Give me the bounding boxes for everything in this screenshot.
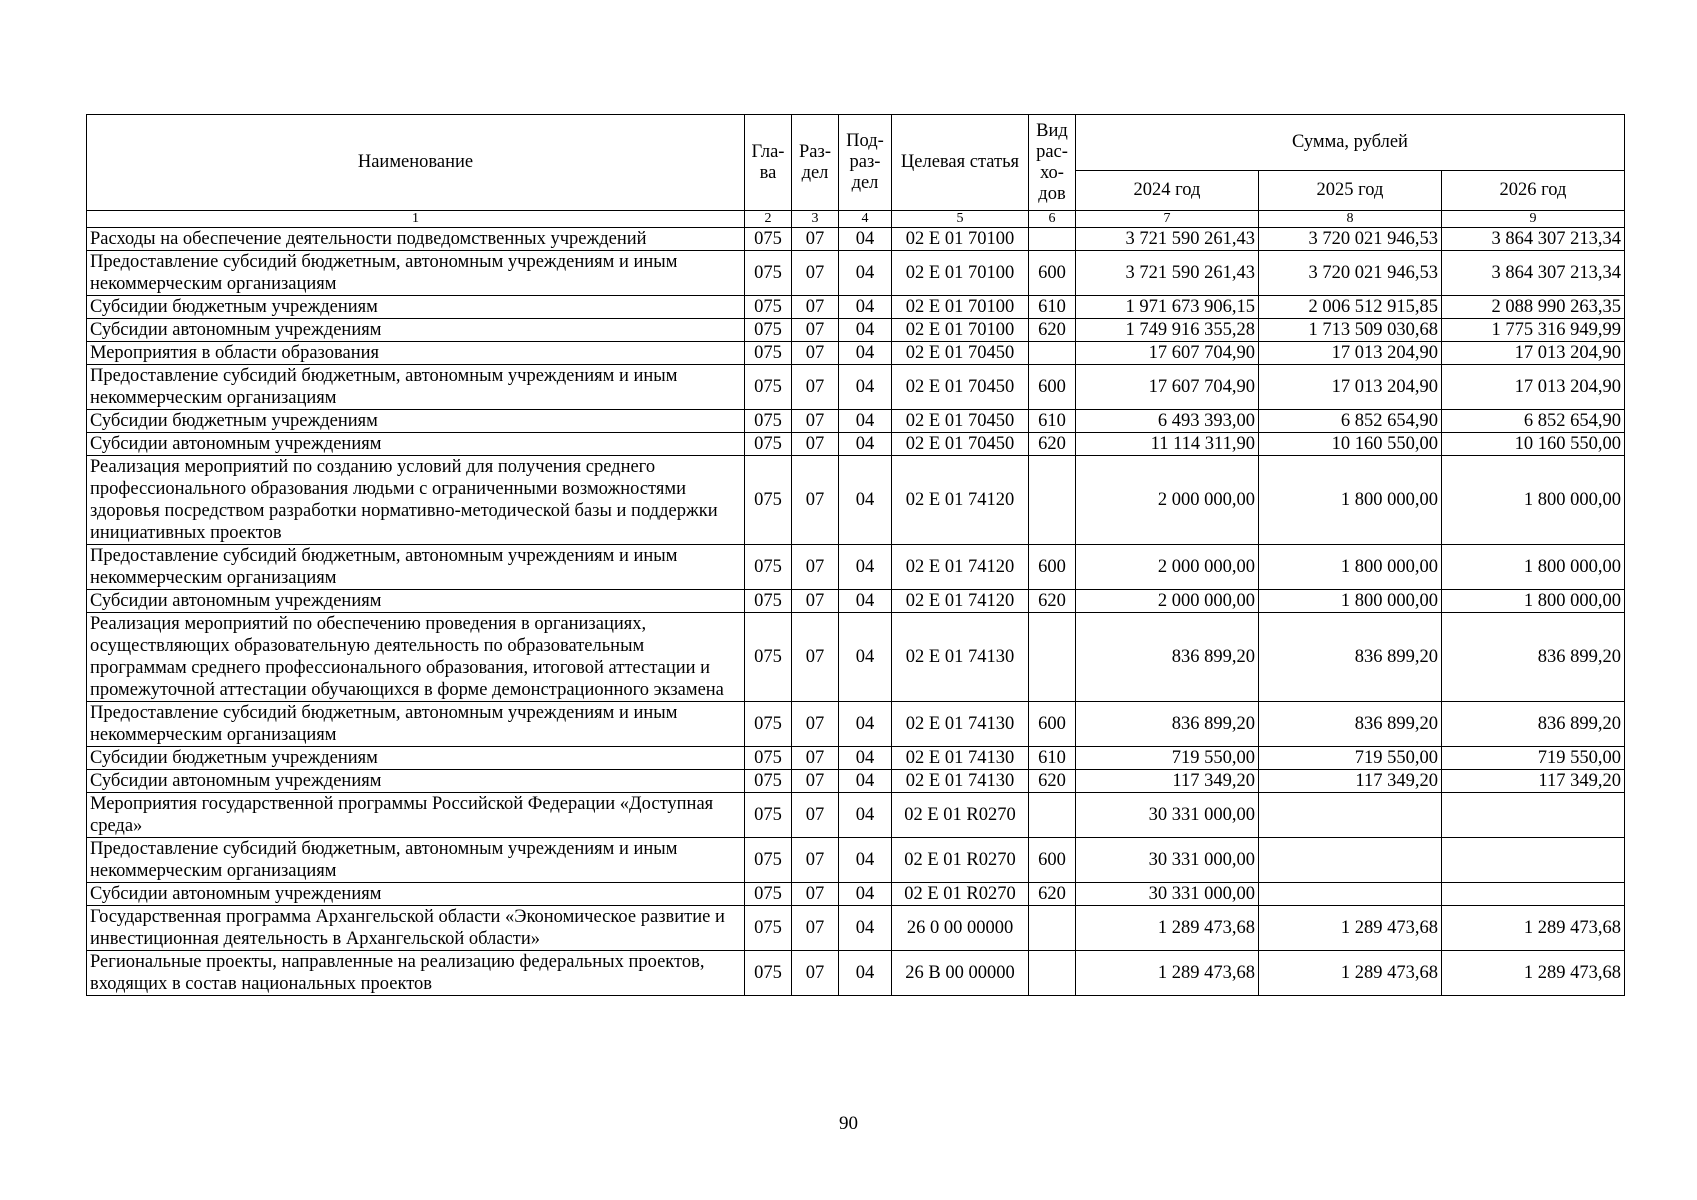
row-target-article: 02 Е 01 R0270 (892, 883, 1029, 906)
column-number: 2 (745, 211, 792, 228)
row-chapter: 075 (745, 456, 792, 545)
row-name: Субсидии автономным учреждениям (87, 319, 745, 342)
row-sum-2026: 1 800 000,00 (1442, 590, 1625, 613)
row-expense-kind: 610 (1029, 296, 1076, 319)
row-sum-2026: 836 899,20 (1442, 702, 1625, 747)
row-expense-kind (1029, 906, 1076, 951)
row-sum-2026: 117 349,20 (1442, 770, 1625, 793)
row-subsection: 04 (839, 456, 892, 545)
row-subsection: 04 (839, 951, 892, 996)
row-target-article: 02 Е 01 74120 (892, 545, 1029, 590)
row-subsection: 04 (839, 770, 892, 793)
table-row (87, 702, 1625, 747)
row-subsection: 04 (839, 906, 892, 951)
table-row (87, 590, 1625, 613)
row-sum-2026: 6 852 654,90 (1442, 410, 1625, 433)
row-sum-2024: 3 721 590 261,43 (1076, 228, 1259, 251)
row-chapter: 075 (745, 747, 792, 770)
table-body (87, 228, 1625, 996)
row-sum-2025 (1259, 838, 1442, 883)
row-sum-2024: 836 899,20 (1076, 702, 1259, 747)
row-sum-2025: 17 013 204,90 (1259, 342, 1442, 365)
row-name: Реализация мероприятий по созданию условий для получения среднего профессионального образования людьми с ограниченными возможностями здоровья посредством разработки нормативно-методической базы и поддержки инициативных проектов (87, 456, 745, 545)
budget-table (86, 114, 1625, 996)
row-chapter: 075 (745, 770, 792, 793)
row-section: 07 (792, 433, 839, 456)
row-sum-2025: 117 349,20 (1259, 770, 1442, 793)
column-number: 5 (892, 211, 1029, 228)
row-subsection: 04 (839, 319, 892, 342)
row-sum-2024: 1 971 673 906,15 (1076, 296, 1259, 319)
row-target-article: 02 Е 01 70100 (892, 296, 1029, 319)
table-row (87, 456, 1625, 545)
row-sum-2025: 3 720 021 946,53 (1259, 228, 1442, 251)
row-section: 07 (792, 838, 839, 883)
row-name: Субсидии бюджетным учреждениям (87, 296, 745, 319)
row-subsection: 04 (839, 545, 892, 590)
row-sum-2026: 2 088 990 263,35 (1442, 296, 1625, 319)
row-sum-2026: 1 800 000,00 (1442, 545, 1625, 590)
row-target-article: 02 Е 01 R0270 (892, 838, 1029, 883)
row-section: 07 (792, 228, 839, 251)
row-subsection: 04 (839, 228, 892, 251)
row-name: Субсидии автономным учреждениям (87, 433, 745, 456)
row-name: Субсидии бюджетным учреждениям (87, 410, 745, 433)
row-sum-2026: 3 864 307 213,34 (1442, 228, 1625, 251)
page-number: 90 (839, 1113, 858, 1134)
row-sum-2024: 30 331 000,00 (1076, 838, 1259, 883)
row-name: Субсидии бюджетным учреждениям (87, 747, 745, 770)
table-row (87, 342, 1625, 365)
row-sum-2025: 1 800 000,00 (1259, 456, 1442, 545)
row-expense-kind: 600 (1029, 702, 1076, 747)
row-chapter: 075 (745, 545, 792, 590)
row-sum-2025: 3 720 021 946,53 (1259, 251, 1442, 296)
row-chapter: 075 (745, 590, 792, 613)
row-target-article: 02 Е 01 74120 (892, 590, 1029, 613)
row-target-article: 02 Е 01 70100 (892, 251, 1029, 296)
row-expense-kind: 600 (1029, 838, 1076, 883)
row-sum-2025: 17 013 204,90 (1259, 365, 1442, 410)
header-year-2026: 2026 год (1442, 171, 1625, 211)
table-row (87, 319, 1625, 342)
row-sum-2026 (1442, 793, 1625, 838)
row-expense-kind: 600 (1029, 251, 1076, 296)
row-section: 07 (792, 770, 839, 793)
row-expense-kind (1029, 613, 1076, 702)
row-sum-2024: 1 749 916 355,28 (1076, 319, 1259, 342)
row-chapter: 075 (745, 613, 792, 702)
row-sum-2024: 17 607 704,90 (1076, 342, 1259, 365)
row-target-article: 02 Е 01 70450 (892, 433, 1029, 456)
row-subsection: 04 (839, 702, 892, 747)
row-subsection: 04 (839, 590, 892, 613)
header-year-2024: 2024 год (1076, 171, 1259, 211)
row-target-article: 26 В 00 00000 (892, 951, 1029, 996)
row-chapter: 075 (745, 702, 792, 747)
row-target-article: 02 Е 01 70100 (892, 319, 1029, 342)
row-name: Реализация мероприятий по обеспечению проведения в организациях, осуществляющих образовательную деятельность по образовательным программам среднего профессионального образования, итоговой аттестации и промежуточной аттестации обучающихся в форме демонстрационного экзамена (87, 613, 745, 702)
row-target-article: 02 Е 01 70450 (892, 365, 1029, 410)
row-sum-2025: 1 713 509 030,68 (1259, 319, 1442, 342)
row-sum-2026 (1442, 838, 1625, 883)
row-sum-2025 (1259, 883, 1442, 906)
row-section: 07 (792, 590, 839, 613)
column-number: 3 (792, 211, 839, 228)
row-section: 07 (792, 319, 839, 342)
row-subsection: 04 (839, 251, 892, 296)
row-expense-kind (1029, 793, 1076, 838)
row-sum-2025: 1 289 473,68 (1259, 951, 1442, 996)
row-expense-kind: 610 (1029, 747, 1076, 770)
row-expense-kind: 620 (1029, 770, 1076, 793)
row-target-article: 02 Е 01 R0270 (892, 793, 1029, 838)
row-section: 07 (792, 342, 839, 365)
row-sum-2025: 1 800 000,00 (1259, 590, 1442, 613)
row-expense-kind (1029, 228, 1076, 251)
row-sum-2024: 17 607 704,90 (1076, 365, 1259, 410)
row-sum-2024: 117 349,20 (1076, 770, 1259, 793)
row-subsection: 04 (839, 342, 892, 365)
row-sum-2026: 1 775 316 949,99 (1442, 319, 1625, 342)
table-row (87, 906, 1625, 951)
row-sum-2024: 30 331 000,00 (1076, 883, 1259, 906)
table-row (87, 251, 1625, 296)
row-target-article: 02 Е 01 74130 (892, 770, 1029, 793)
row-target-article: 02 Е 01 70450 (892, 410, 1029, 433)
table-row (87, 747, 1625, 770)
row-subsection: 04 (839, 747, 892, 770)
row-subsection: 04 (839, 613, 892, 702)
row-section: 07 (792, 296, 839, 319)
row-sum-2025: 1 800 000,00 (1259, 545, 1442, 590)
row-sum-2024: 1 289 473,68 (1076, 951, 1259, 996)
row-sum-2024: 1 289 473,68 (1076, 906, 1259, 951)
row-sum-2026: 17 013 204,90 (1442, 365, 1625, 410)
row-sum-2025: 836 899,20 (1259, 613, 1442, 702)
row-name: Расходы на обеспечение деятельности подведомственных учреждений (87, 228, 745, 251)
row-target-article: 02 Е 01 74130 (892, 702, 1029, 747)
row-subsection: 04 (839, 883, 892, 906)
table-row (87, 545, 1625, 590)
row-sum-2026: 10 160 550,00 (1442, 433, 1625, 456)
row-sum-2024: 11 114 311,90 (1076, 433, 1259, 456)
row-name: Предоставление субсидий бюджетным, автономным учреждениям и иным некоммерческим организациям (87, 545, 745, 590)
row-section: 07 (792, 702, 839, 747)
row-sum-2025: 719 550,00 (1259, 747, 1442, 770)
row-sum-2025 (1259, 793, 1442, 838)
row-subsection: 04 (839, 410, 892, 433)
row-chapter: 075 (745, 838, 792, 883)
row-section: 07 (792, 906, 839, 951)
row-expense-kind: 600 (1029, 545, 1076, 590)
row-sum-2024: 2 000 000,00 (1076, 456, 1259, 545)
table-row (87, 613, 1625, 702)
header-target-article: Целевая статья (892, 115, 1029, 211)
table-row (87, 770, 1625, 793)
row-chapter: 075 (745, 296, 792, 319)
header-sum: Сумма, рублей (1076, 115, 1625, 171)
row-name: Предоставление субсидий бюджетным, автономным учреждениям и иным некоммерческим организациям (87, 702, 745, 747)
row-target-article: 02 Е 01 70450 (892, 342, 1029, 365)
row-sum-2025: 2 006 512 915,85 (1259, 296, 1442, 319)
header-year-2025: 2025 год (1259, 171, 1442, 211)
row-target-article: 02 Е 01 74130 (892, 613, 1029, 702)
row-section: 07 (792, 613, 839, 702)
row-sum-2025: 10 160 550,00 (1259, 433, 1442, 456)
row-chapter: 075 (745, 342, 792, 365)
row-sum-2026: 1 289 473,68 (1442, 906, 1625, 951)
row-expense-kind: 600 (1029, 365, 1076, 410)
header-expense-kind: Вид рас-хо-дов (1029, 115, 1076, 211)
table-row (87, 365, 1625, 410)
row-name: Предоставление субсидий бюджетным, автономным учреждениям и иным некоммерческим организациям (87, 365, 745, 410)
row-subsection: 04 (839, 433, 892, 456)
header-subsection: Под-раз-дел (839, 115, 892, 211)
row-expense-kind: 620 (1029, 883, 1076, 906)
row-sum-2024: 2 000 000,00 (1076, 545, 1259, 590)
column-number: 9 (1442, 211, 1625, 228)
column-number: 1 (87, 211, 745, 228)
row-sum-2025: 6 852 654,90 (1259, 410, 1442, 433)
row-subsection: 04 (839, 296, 892, 319)
row-sum-2026 (1442, 883, 1625, 906)
row-chapter: 075 (745, 251, 792, 296)
row-sum-2024: 719 550,00 (1076, 747, 1259, 770)
row-target-article: 02 Е 01 74120 (892, 456, 1029, 545)
row-expense-kind: 620 (1029, 433, 1076, 456)
row-subsection: 04 (839, 838, 892, 883)
row-sum-2026: 1 800 000,00 (1442, 456, 1625, 545)
row-sum-2024: 2 000 000,00 (1076, 590, 1259, 613)
table-header (87, 115, 1625, 228)
row-sum-2024: 30 331 000,00 (1076, 793, 1259, 838)
table-row (87, 883, 1625, 906)
row-section: 07 (792, 883, 839, 906)
table-row (87, 951, 1625, 996)
row-sum-2026: 1 289 473,68 (1442, 951, 1625, 996)
row-target-article: 26 0 00 00000 (892, 906, 1029, 951)
row-expense-kind: 610 (1029, 410, 1076, 433)
column-number: 6 (1029, 211, 1076, 228)
table-row (87, 296, 1625, 319)
table-row (87, 793, 1625, 838)
row-chapter: 075 (745, 410, 792, 433)
header-section: Раз-дел (792, 115, 839, 211)
row-section: 07 (792, 545, 839, 590)
row-chapter: 075 (745, 319, 792, 342)
row-sum-2025: 836 899,20 (1259, 702, 1442, 747)
row-sum-2026: 17 013 204,90 (1442, 342, 1625, 365)
row-expense-kind: 620 (1029, 590, 1076, 613)
row-section: 07 (792, 456, 839, 545)
table-row (87, 410, 1625, 433)
row-section: 07 (792, 747, 839, 770)
row-chapter: 075 (745, 365, 792, 410)
row-name: Субсидии автономным учреждениям (87, 883, 745, 906)
row-name: Региональные проекты, направленные на реализацию федеральных проектов, входящих в состав национальных проектов (87, 951, 745, 996)
row-target-article: 02 Е 01 70100 (892, 228, 1029, 251)
table-row (87, 838, 1625, 883)
row-expense-kind: 620 (1029, 319, 1076, 342)
row-name: Предоставление субсидий бюджетным, автономным учреждениям и иным некоммерческим организациям (87, 838, 745, 883)
row-section: 07 (792, 365, 839, 410)
column-number: 7 (1076, 211, 1259, 228)
row-name: Субсидии автономным учреждениям (87, 590, 745, 613)
row-chapter: 075 (745, 951, 792, 996)
row-sum-2025: 1 289 473,68 (1259, 906, 1442, 951)
table-row (87, 433, 1625, 456)
row-sum-2024: 6 493 393,00 (1076, 410, 1259, 433)
row-section: 07 (792, 951, 839, 996)
row-chapter: 075 (745, 793, 792, 838)
row-expense-kind (1029, 342, 1076, 365)
header-chapter: Гла-ва (745, 115, 792, 211)
row-expense-kind (1029, 951, 1076, 996)
row-sum-2024: 836 899,20 (1076, 613, 1259, 702)
row-subsection: 04 (839, 793, 892, 838)
row-name: Государственная программа Архангельской области «Экономическое развитие и инвестиционная деятельность в Архангельской области» (87, 906, 745, 951)
row-sum-2026: 719 550,00 (1442, 747, 1625, 770)
row-name: Мероприятия в области образования (87, 342, 745, 365)
row-expense-kind (1029, 456, 1076, 545)
row-section: 07 (792, 251, 839, 296)
row-name: Субсидии автономным учреждениям (87, 770, 745, 793)
row-sum-2026: 836 899,20 (1442, 613, 1625, 702)
row-chapter: 075 (745, 433, 792, 456)
column-number: 8 (1259, 211, 1442, 228)
row-chapter: 075 (745, 906, 792, 951)
row-section: 07 (792, 410, 839, 433)
row-target-article: 02 Е 01 74130 (892, 747, 1029, 770)
row-subsection: 04 (839, 365, 892, 410)
row-section: 07 (792, 793, 839, 838)
row-name: Мероприятия государственной программы Российской Федерации «Доступная среда» (87, 793, 745, 838)
row-sum-2026: 3 864 307 213,34 (1442, 251, 1625, 296)
column-number: 4 (839, 211, 892, 228)
row-sum-2024: 3 721 590 261,43 (1076, 251, 1259, 296)
row-name: Предоставление субсидий бюджетным, автономным учреждениям и иным некоммерческим организациям (87, 251, 745, 296)
header-name: Наименование (87, 115, 745, 211)
row-chapter: 075 (745, 228, 792, 251)
table-row (87, 228, 1625, 251)
row-chapter: 075 (745, 883, 792, 906)
